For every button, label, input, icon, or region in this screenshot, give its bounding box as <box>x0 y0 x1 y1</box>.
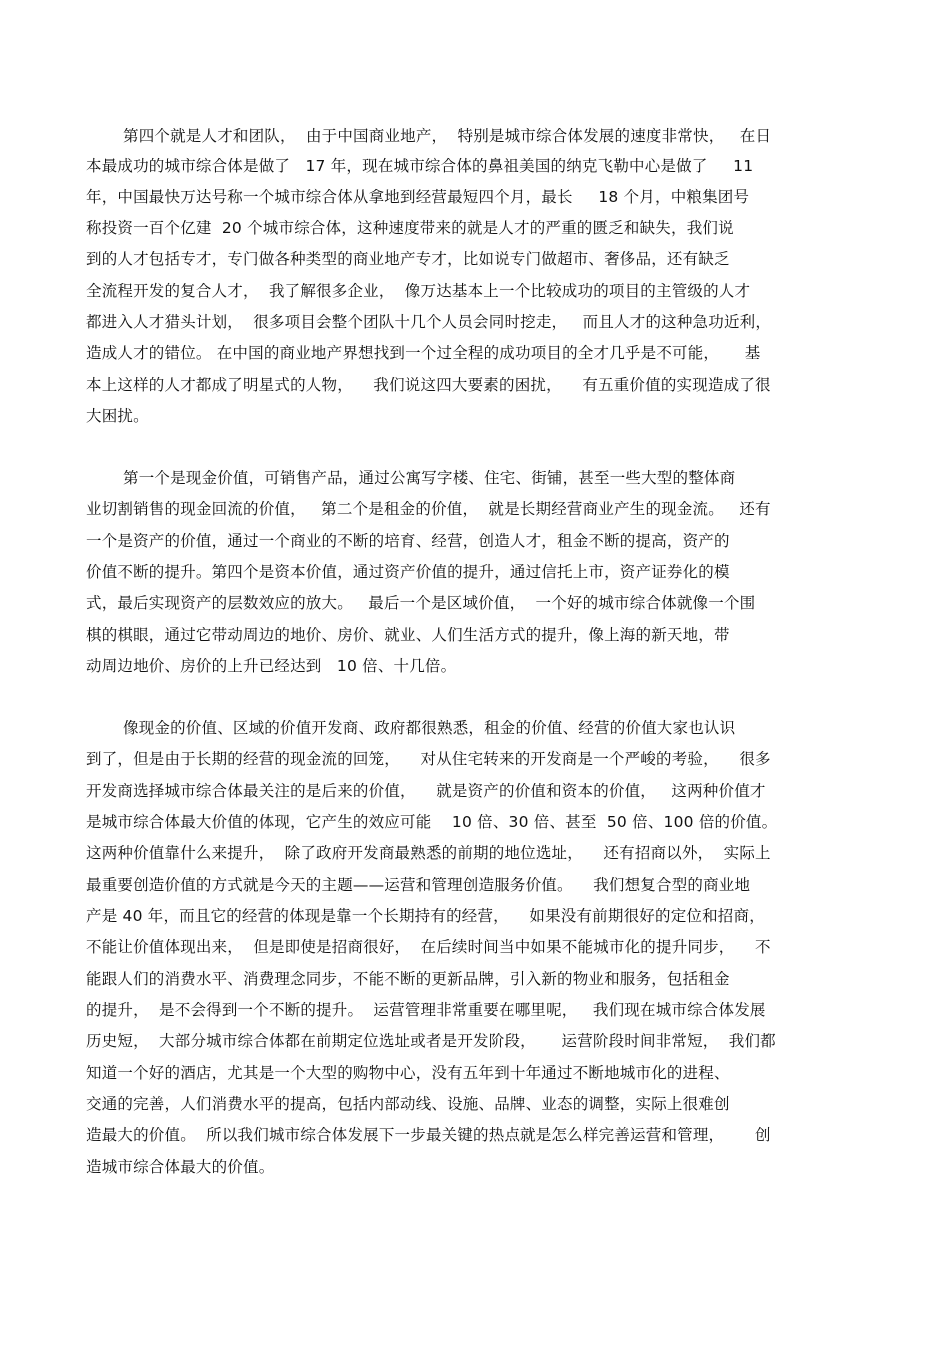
paragraph-line: 本上这样的人才都成了明星式的人物， 我们说这四大要素的困扰， 有五重价值的实现造成了很 <box>86 376 771 394</box>
paragraph-line: 到的人才包括专才，专门做各种类型的商业地产专才，比如说专门做超市、奢侈品，还有缺乏 <box>86 250 730 268</box>
paragraph-line: 这两种价值靠什么来提升， 除了政府开发商最熟悉的前期的地位选址， 还有招商以外， 实际上 <box>86 844 771 862</box>
paragraph-line: 知道一个好的酒店，尤其是一个大型的购物中心，没有五年到十年通过不断地城市化的进程、 <box>86 1064 730 1082</box>
paragraph-line: 价值不断的提升。第四个是资本价值，通过资产价值的提升，通过信托上市，资产证券化的模 <box>86 563 730 581</box>
paragraph-line: 像现金的价值、区域的价值开发商、政府都很熟悉，租金的价值、经营的价值大家也认识 <box>123 719 736 737</box>
paragraph-line: 到了，但是由于长期的经营的现金流的回笼， 对从住宅转来的开发商是一个严峻的考验， 很多 <box>86 750 771 768</box>
paragraph-line: 造最大的价值。 所以我们城市综合体发展下一步最关键的热点就是怎么样完善运营和管理， 创 <box>86 1126 771 1144</box>
paragraph-line: 交通的完善，人们消费水平的提高，包括内部动线、设施、品牌、业态的调整，实际上很难创 <box>86 1095 730 1113</box>
paragraph-line: 最重要创造价值的方式就是今天的主题——运营和管理创造服务价值。 我们想复合型的商业地 <box>86 876 751 894</box>
paragraph-line: 一个是资产的价值，通过一个商业的不断的培育、经营，创造人才，租金不断的提高，资产的 <box>86 532 730 550</box>
paragraph-line: 造成人才的错位。 在中国的商业地产界想找到一个过全程的成功项目的全才几乎是不可能， 基 <box>86 344 761 362</box>
paragraph-line: 不能让价值体现出来， 但是即使是招商很好， 在后续时间当中如果不能城市化的提升同步， 不 <box>86 938 771 956</box>
paragraph-line: 能跟人们的消费水平、消费理念同步，不能不断的更新品牌，引入新的物业和服务，包括租金 <box>86 970 730 988</box>
paragraph-line: 本最成功的城市综合体是做了 17 年，现在城市综合体的鼻祖美国的纳克飞勒中心是做了 11 <box>86 157 754 175</box>
paragraph-line: 称投资一百个亿建 20 个城市综合体，这种速度带来的就是人才的严重的匮乏和缺失，我们说 <box>86 219 734 237</box>
paragraph-line: 大困扰。 <box>86 407 149 425</box>
paragraph-line: 的提升， 是不会得到一个不断的提升。 运营管理非常重要在哪里呢， 我们现在城市综合体发展 <box>86 1001 766 1019</box>
paragraph-line: 是城市综合体最大价值的体现，它产生的效应可能 10 倍、30 倍、甚至 50 倍、100 倍的价值。 <box>86 813 778 831</box>
paragraph-line: 第四个就是人才和团队， 由于中国商业地产， 特别是城市综合体发展的速度非常快， 在日 <box>123 127 772 145</box>
paragraph-line: 动周边地价、房价的上升已经达到 10 倍、十几倍。 <box>86 657 457 675</box>
paragraph-line: 年，中国最快万达号称一个城市综合体从拿地到经营最短四个月，最长 18 个月，中粮集团号 <box>86 188 750 206</box>
paragraph-line: 产是 40 年，而且它的经营的体现是靠一个长期持有的经营， 如果没有前期很好的定位和招商， <box>86 907 765 925</box>
paragraph-line: 都进入人才猎头计划， 很多项目会整个团队十几个人员会同时挖走， 而且人才的这种急功近利， <box>86 313 772 331</box>
paragraph-line: 第一个是现金价值，可销售产品，通过公寓写字楼、住宅、街铺，甚至一些大型的整体商 <box>123 469 736 487</box>
paragraph-line: 棋的棋眼，通过它带动周边的地价、房价、就业、人们生活方式的提升，像上海的新天地，带 <box>86 626 730 644</box>
paragraph-line: 业切割销售的现金回流的价值， 第二个是租金的价值， 就是长期经营商业产生的现金流。 还有 <box>86 500 771 518</box>
paragraph-line: 历史短， 大部分城市综合体都在前期定位选址或者是开发阶段， 运营阶段时间非常短， 我们都 <box>86 1032 776 1050</box>
paragraph-line: 式，最后实现资产的层数效应的放大。 最后一个是区域价值， 一个好的城市综合体就像一个围 <box>86 594 756 612</box>
paragraph-line: 全流程开发的复合人才， 我了解很多企业， 像万达基本上一个比较成功的项目的主管级的人才 <box>86 282 751 300</box>
paragraph-line: 开发商选择城市综合体最关注的是后来的价值， 就是资产的价值和资本的价值， 这两种价值才 <box>86 782 766 800</box>
paragraph-line: 造城市综合体最大的价值。 <box>86 1158 275 1176</box>
